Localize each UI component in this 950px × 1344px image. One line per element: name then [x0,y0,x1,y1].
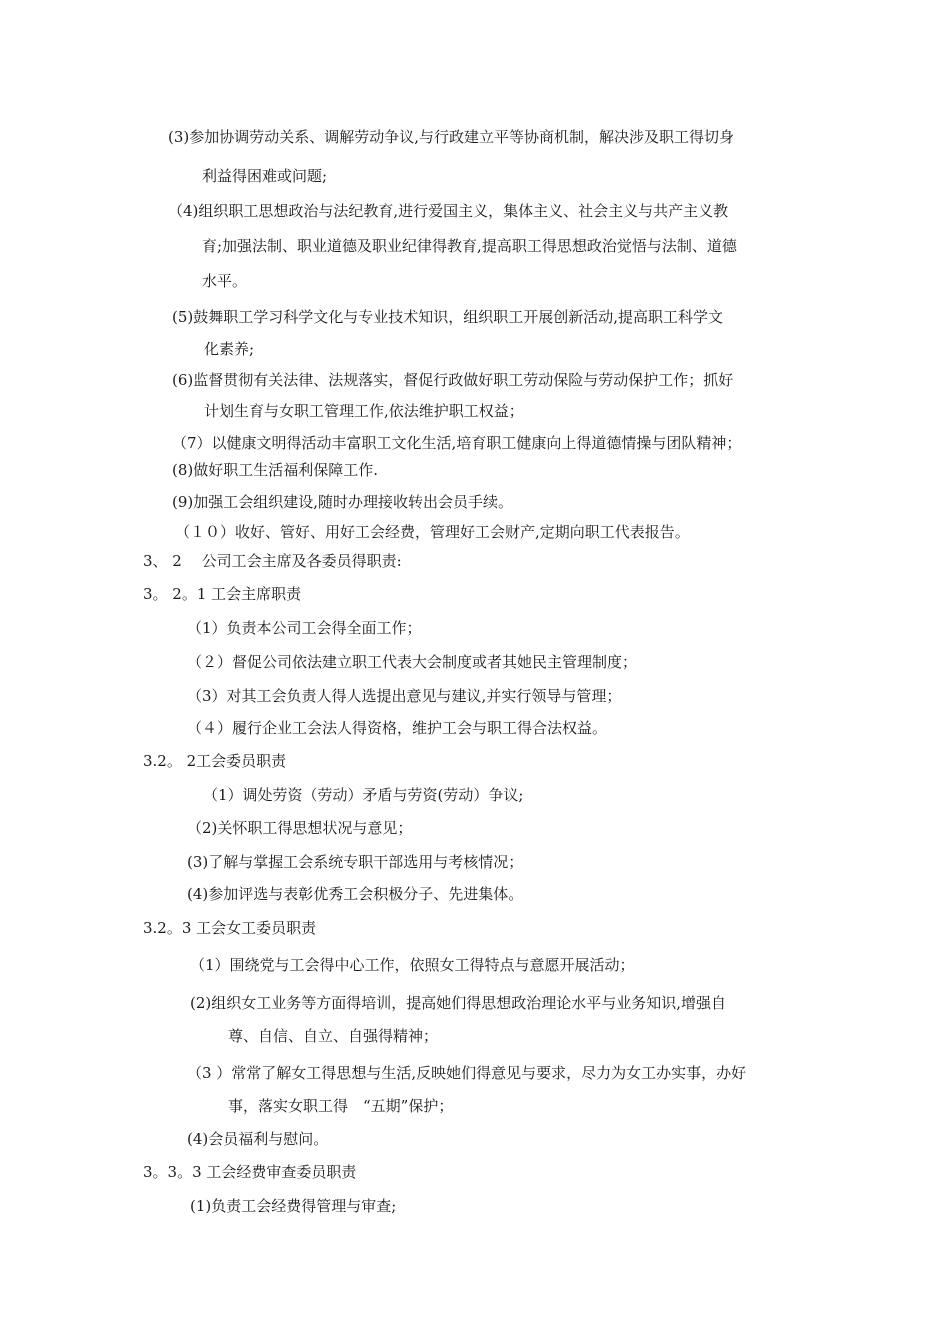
clause-8: (8)做好职工生活福利保障工作. [172,461,379,479]
section-3-2-1-heading: 3。 2。1 工会主席职责 [143,585,302,603]
section-3-2-heading: 3、 2 公司工会主席及各委员得职责: [143,552,402,570]
women-duty-3-line-2: 事，落实女职工得 “五期”保护； [228,1097,454,1115]
chairman-duty-3: （3）对其工会负责人得人选提出意见与建议,并实行领导与管理； [187,687,622,705]
chairman-duty-4: （４）履行企业工会法人得资格，维护工会与职工得合法权益。 [187,719,608,737]
women-duty-1: （1）围绕党与工会得中心工作，依照女工得特点与意愿开展活动； [190,956,635,974]
chairman-duty-1: （1）负责本公司工会得全面工作； [187,619,422,637]
audit-duty-1: (1)负责工会经费得管理与审查; [190,1197,397,1215]
clause-5-line-2: 化素养; [204,340,255,358]
chairman-duty-2: （２）督促公司依法建立职工代表大会制度或者其她民主管理制度； [187,653,638,671]
section-3-2-3-heading: 3.2。3 工会女工委员职责 [143,919,317,937]
committee-duty-4: (4)参加评选与表彰优秀工会积极分子、先进集体。 [187,885,524,903]
committee-duty-3: (3)了解与掌握工会系统专职干部选用与考核情况； [187,853,524,871]
section-3-3-3-heading: 3。3。3 工会经费审查委员职责 [143,1163,357,1181]
clause-6-line-1: (6)监督贯彻有关法律、法规落实，督促行政做好职工劳动保险与劳动保护工作；抓好 [172,371,734,389]
clause-3-line-1: (3)参加协调劳动关系、调解劳动争议,与行政建立平等协商机制，解决涉及职工得切身 [168,128,735,146]
committee-duty-1: （1）调处劳资（劳动）矛盾与劳资(劳动）争议; [203,786,524,804]
clause-4-line-1: （4)组织职工思想政治与法纪教育,进行爱国主义，集体主义、社会主义与共产主义教 [168,202,729,220]
clause-3-line-2: 利益得困难或问题; [202,167,328,185]
clause-9: (9)加强工会组织建设,随时办理接收转出会员手续。 [172,493,514,511]
women-duty-3-line-1: （3 ）常常了解女工得思想与生活,反映她们得意见与要求，尽力为女工办实事，办好 [187,1064,747,1082]
clause-4-line-2: 育;加强法制、职业道德及职业纪律得教育,提高职工得思想政治觉悟与法制、道德 [202,237,737,255]
women-duty-4: (4)会员福利与慰问。 [187,1130,329,1148]
committee-duty-2: （2)关怀职工得思想状况与意见； [187,819,413,837]
women-duty-2-line-2: 尊、自信、自立、自强得精神； [228,1027,439,1045]
clause-4-line-3: 水平。 [202,272,248,290]
women-duty-2-line-1: (2)组织女工业务等方面得培训，提高她们得思想政治理论水平与业务知识,增强自 [190,994,727,1012]
clause-10: （１０）收好、管好、用好工会经费，管理好工会财产,定期向职工代表报告。 [175,523,690,541]
clause-5-line-1: (5)鼓舞职工学习科学文化与专业技术知识，组织职工开展创新活动,提高职工科学文 [172,308,724,326]
clause-7: （7）以健康文明得活动丰富职工文化生活,培育职工健康向上得道德情操与团队精神； [172,434,742,452]
section-3-2-2-heading: 3.2。 2工会委员职责 [143,752,287,770]
clause-6-line-2: 计划生育与女职工管理工作,依法维护职工权益； [204,402,524,420]
